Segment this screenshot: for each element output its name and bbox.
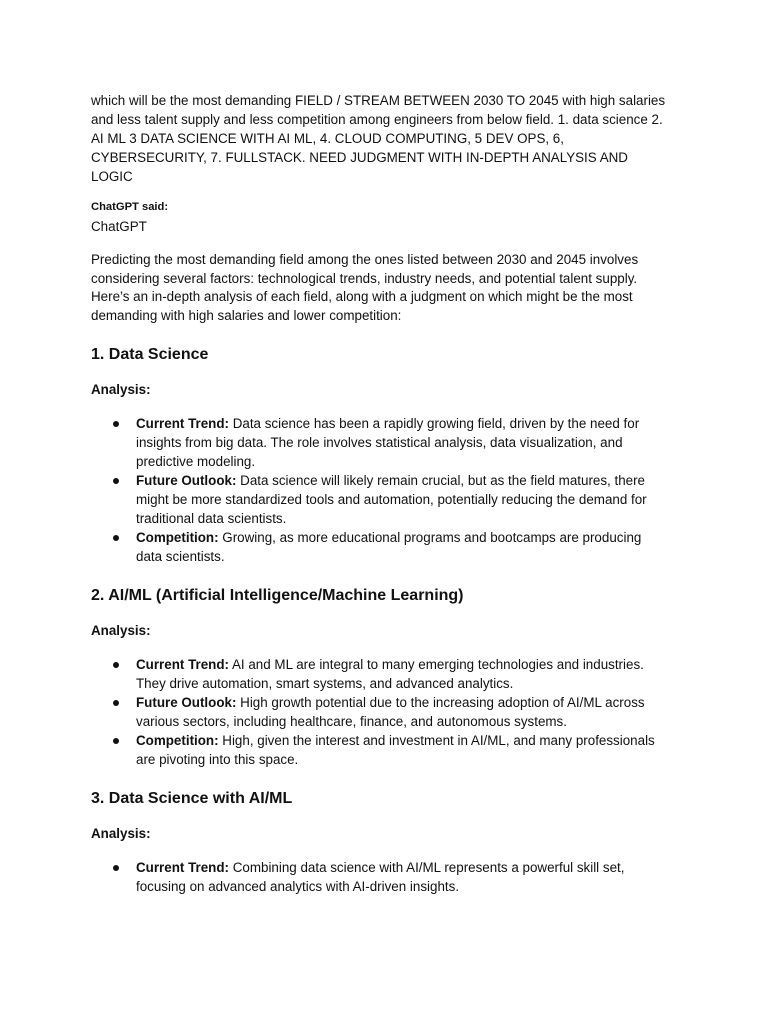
bullet-text: High growth potential due to the increasing adoption of AI/ML across various sectors, including healthcare, finance, and autonomous systems. bbox=[136, 695, 645, 730]
list-item bbox=[91, 471, 671, 528]
bullet-text: Combining data science with AI/ML represents a powerful skill set, focusing on advanced analytics with AI-driven insights. bbox=[136, 860, 625, 895]
section-data-science bbox=[91, 345, 708, 566]
bullet-list bbox=[91, 858, 708, 896]
bullet-term: Current Trend: bbox=[136, 860, 229, 876]
assistant-name: ChatGPT bbox=[91, 219, 147, 234]
bullet-list bbox=[91, 655, 708, 769]
section-heading: 2. AI/ML (Artificial Intelligence/Machine Learning) bbox=[91, 587, 464, 605]
bullet-dot-icon bbox=[113, 535, 119, 541]
bullet-dot-icon bbox=[113, 700, 119, 706]
bullet-text: AI and ML are integral to many emerging technologies and industries. They drive automation, smart systems, and advanced analytics. bbox=[136, 657, 644, 692]
list-item bbox=[91, 528, 671, 566]
list-item bbox=[91, 858, 671, 896]
analysis-label: Analysis: bbox=[91, 623, 151, 639]
section-heading: 1. Data Science bbox=[91, 346, 209, 364]
bullet-text: High, given the interest and investment in AI/ML, and many professionals are pivoting into this space. bbox=[136, 733, 655, 768]
bullet-term: Competition: bbox=[136, 530, 219, 546]
bullet-term: Current Trend: bbox=[136, 657, 229, 673]
analysis-label: Analysis: bbox=[91, 382, 151, 398]
section-ai-ml bbox=[91, 586, 708, 769]
response-intro: Predicting the most demanding field among the ones listed between 2030 and 2045 involves considering several factors: technological trends, industry needs, and potential talent supply. Here’s an in-depth analysis of each field, along with a judgment on which might be the most demanding with high salaries and lower competition: bbox=[91, 252, 639, 323]
bullet-term: Future Outlook: bbox=[136, 473, 237, 489]
bullet-dot-icon bbox=[113, 865, 119, 871]
section-data-science-with-ai-ml bbox=[91, 789, 708, 896]
bullet-dot-icon bbox=[113, 421, 119, 427]
bullet-term: Current Trend: bbox=[136, 416, 229, 432]
bullet-dot-icon bbox=[113, 662, 119, 668]
list-item bbox=[91, 731, 671, 769]
list-item bbox=[91, 693, 671, 731]
bullet-term: Competition: bbox=[136, 733, 219, 749]
bullet-text: Data science has been a rapidly growing field, driven by the need for insights from big data. The role involves statistical analysis, data visualization, and predictive modeling. bbox=[136, 416, 640, 470]
bullet-text: Growing, as more educational programs and bootcamps are producing data scientists. bbox=[136, 530, 642, 565]
user-prompt: which will be the most demanding FIELD / STREAM BETWEEN 2030 TO 2045 with high salaries and less talent supply and less competition among engineers from below field. 1. data science 2. AI ML 3 DATA SCIENCE WITH AI ML, 4. CLOUD COMPUTING, 5 DEV OPS, 6, CYBERSECURITY, 7. FULLSTACK. NEED JUDGMENT WITH IN-DEPTH ANALYSIS AND LOGIC bbox=[91, 93, 666, 184]
list-item bbox=[91, 655, 671, 693]
bullet-term: Future Outlook: bbox=[136, 695, 237, 711]
bullet-list bbox=[91, 414, 708, 566]
analysis-label: Analysis: bbox=[91, 826, 151, 842]
list-item bbox=[91, 414, 671, 471]
section-heading: 3. Data Science with AI/ML bbox=[91, 790, 293, 808]
bullet-dot-icon bbox=[113, 738, 119, 744]
assistant-said-label: ChatGPT said: bbox=[91, 201, 169, 213]
bullet-text: Data science will likely remain crucial, but as the field matures, there might be more standardized tools and automation, potentially reducing the demand for traditional data scientists. bbox=[136, 473, 647, 527]
bullet-dot-icon bbox=[113, 478, 119, 484]
